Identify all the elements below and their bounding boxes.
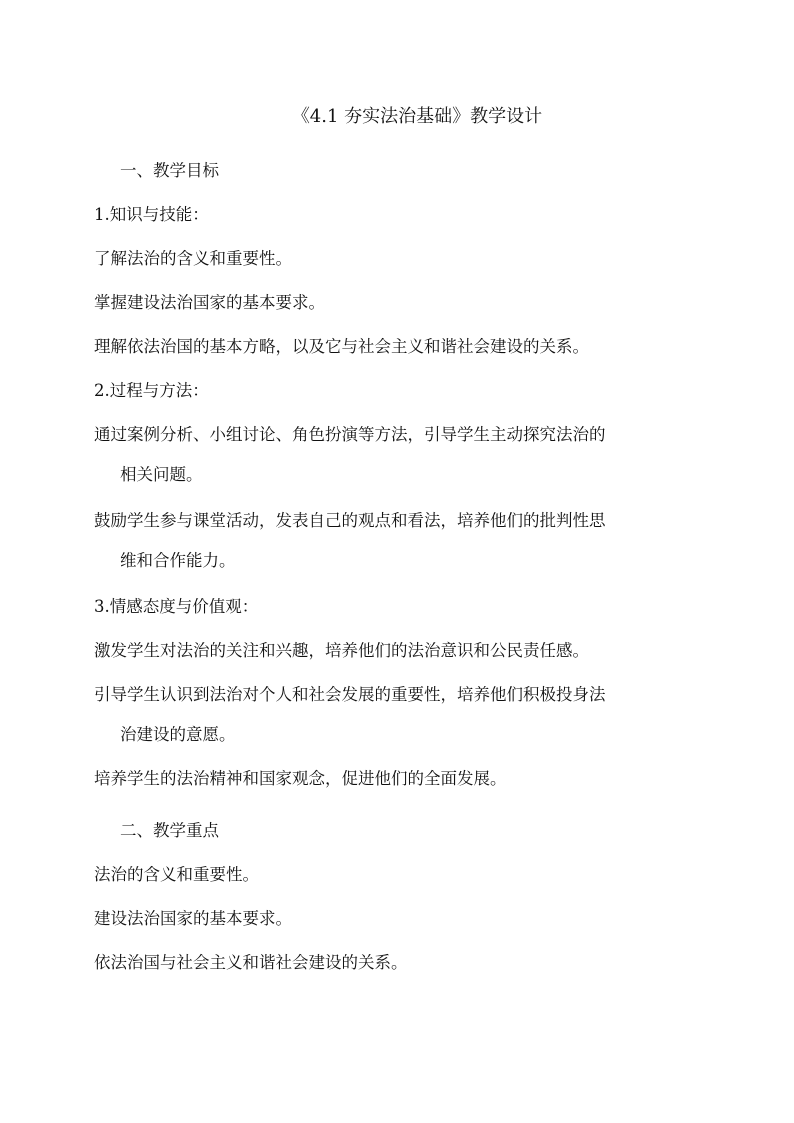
subheading-attitudes-values: 3.情感态度与价值观： (94, 597, 259, 616)
list-item: 引导学生认识到法治对个人和社会发展的重要性，培养他们积极投身法 (94, 685, 606, 704)
list-item: 理解依法治国的基本方略，以及它与社会主义和谐社会建设的关系。 (94, 337, 589, 356)
list-item: 了解法治的含义和重要性。 (94, 249, 292, 268)
subheading-knowledge-skills: 1.知识与技能： (94, 205, 209, 224)
list-item: 培养学生的法治精神和国家观念，促进他们的全面发展。 (94, 769, 507, 788)
list-item: 掌握建设法治国家的基本要求。 (94, 293, 325, 312)
list-item-continuation: 治建设的意愿。 (120, 725, 236, 744)
subheading-process-methods: 2.过程与方法： (94, 381, 209, 400)
list-item: 法治的含义和重要性。 (94, 865, 259, 884)
list-item: 建设法治国家的基本要求。 (94, 909, 292, 928)
list-item-continuation: 维和合作能力。 (120, 551, 236, 570)
section-heading-key-points: 二、教学重点 (120, 821, 219, 840)
page-title: 《4.1 夯实法治基础》教学设计 (291, 106, 543, 127)
list-item: 激发学生对法治的关注和兴趣，培养他们的法治意识和公民责任感。 (94, 641, 589, 660)
list-item: 依法治国与社会主义和谐社会建设的关系。 (94, 953, 408, 972)
section-heading-objectives: 一、教学目标 (120, 161, 219, 180)
list-item-continuation: 相关问题。 (120, 465, 203, 484)
list-item: 通过案例分析、小组讨论、角色扮演等方法，引导学生主动探究法治的 (94, 425, 606, 444)
list-item: 鼓励学生参与课堂活动，发表自己的观点和看法，培养他们的批判性思 (94, 511, 606, 530)
